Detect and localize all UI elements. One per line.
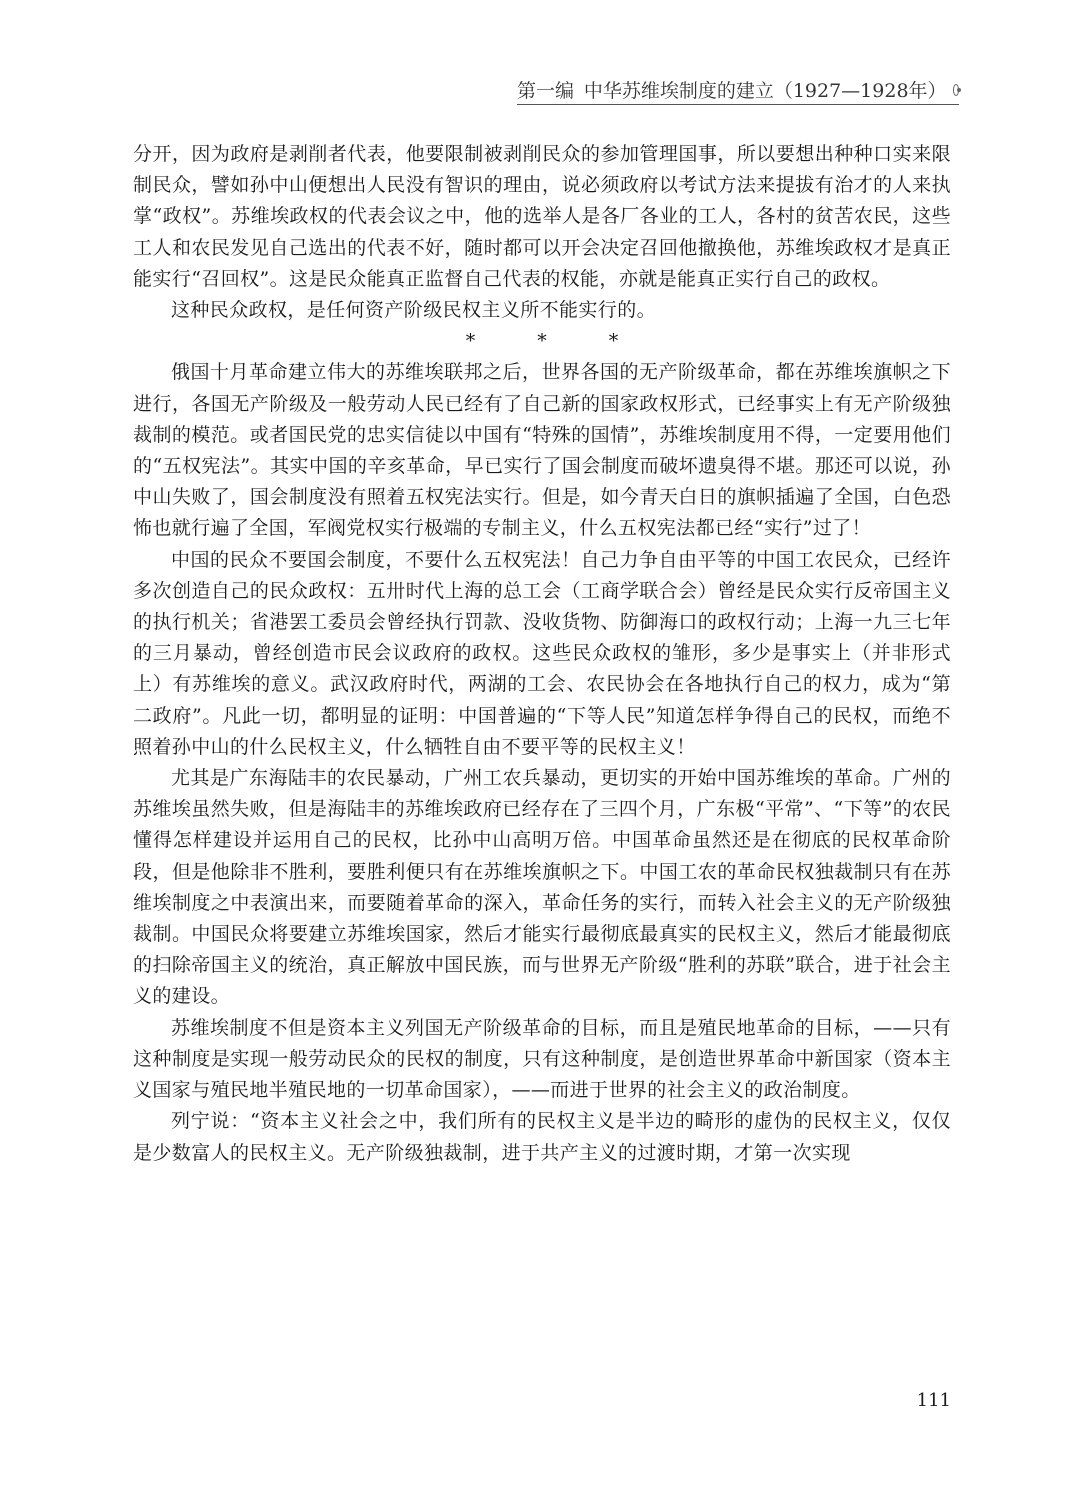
header-rule xyxy=(517,104,959,105)
paragraph-4: 中国的民众不要国会制度，不要什么五权宪法！自己力争自由平等的中国工农民众，已经许多次创造自己的民众政权：五卅时代上海的总工会（工商学联合会）曾经是民众实行反帝国主义的执行机关；省港罢工委员会曾经执行罚款、没收货物、防御海口的政权行动；上海一九三七年的三月暴动，曾经创造市民会议政府的政权。这些民众政权的雏形，多少是事实上（并非形式上）有苏维埃的意义。武汉政府时代，两湖的工会、农民协会在各地执行自己的权力，成为“第二政府”。凡此一切，都明显的证明：中国普遍的“下等人民”知道怎样争得自己的民权，而绝不照着孙中山的什么民权主义，什么牺牲自由不要平等的民权主义！ xyxy=(133,548,951,758)
section-separator xyxy=(133,326,951,357)
page-body xyxy=(133,139,951,1169)
circle-dot-icon xyxy=(953,84,959,96)
separator-star: * xyxy=(465,330,476,353)
header-title: 中华苏维埃制度的建立（1927—1928年） xyxy=(583,80,947,102)
separator-star: * xyxy=(608,330,619,353)
paragraph-2: 这种民众政权，是任何资产阶级民权主义所不能实行的。 xyxy=(171,299,657,322)
paragraph-7: 列宁说：“资本主义社会之中，我们所有的民权主义是半边的畸形的虚伪的民权主义，仅仅是少数富人的民权主义。无产阶级独裁制，进于共产主义的过渡时期，才第一次实现 xyxy=(133,1110,951,1164)
page-number: 111 xyxy=(916,1390,951,1411)
separator-star: * xyxy=(537,330,547,353)
header-part: 第一编 xyxy=(517,80,575,102)
running-header xyxy=(517,76,959,103)
paragraph-1: 分开，因为政府是剥削者代表，他要限制被剥削民众的参加管理国事，所以要想出种种口实来限制民众，譬如孙中山便想出人民没有智识的理由，说必须政府以考试方法来提拔有治才的人来执掌“政权”。苏维埃政权的代表会议之中，他的选举人是各厂各业的工人，各村的贫苦农民，这些工人和农民发见自己选出的代表不好，随时都可以开会决定召回他撤换他，苏维埃政权才是真正能实行“召回权”。这是民众能真正监督自己代表的权能，亦就是能真正实行自己的政权。 xyxy=(133,143,951,290)
paragraph-5: 尤其是广东海陆丰的农民暴动，广州工农兵暴动，更切实的开始中国苏维埃的革命。广州的苏维埃虽然失败，但是海陆丰的苏维埃政府已经存在了三四个月，广东极“平常”、“下等”的农民懂得怎样建设并运用自己的民权，比孙中山高明万倍。中国革命虽然还是在彻底的民权革命阶段，但是他除非不胜利，要胜利便只有在苏维埃旗帜之下。中国工农的革命民权独裁制只有在苏维埃制度之中表演出来，而要随着革命的深入，革命任务的实行，而转入社会主义的无产阶级独裁制。中国民众将要建立苏维埃国家，然后才能实行最彻底最真实的民权主义，然后才能最彻底的扫除帝国主义的统治，真正解放中国民族，而与世界无产阶级“胜利的苏联”联合，进于社会主义的建设。 xyxy=(133,767,951,1008)
paragraph-3: 俄国十月革命建立伟大的苏维埃联邦之后，世界各国的无产阶级革命，都在苏维埃旗帜之下进行，各国无产阶级及一般劳动人民已经有了自己新的国家政权形式，已经事实上有无产阶级独裁制的模范。或者国民党的忠实信徒以中国有“特殊的国情”，苏维埃制度用不得，一定要用他们的“五权宪法”。其实中国的辛亥革命，早已实行了国会制度而破坏遗臭得不堪。那还可以说，孙中山失败了，国会制度没有照着五权宪法实行。但是，如今青天白日的旗帜插遍了全国，白色恐怖也就行遍了全国，军阀党权实行极端的专制主义，什么五权宪法都已经“实行”过了！ xyxy=(133,361,951,540)
paragraph-6: 苏维埃制度不但是资本主义列国无产阶级革命的目标，而且是殖民地革命的目标，——只有这种制度是实现一般劳动民众的民权的制度，只有这种制度，是创造世界革命中新国家（资本主义国家与殖民地半殖民地的一切革命国家），——而进于世界的社会主义的政治制度。 xyxy=(133,1016,951,1102)
